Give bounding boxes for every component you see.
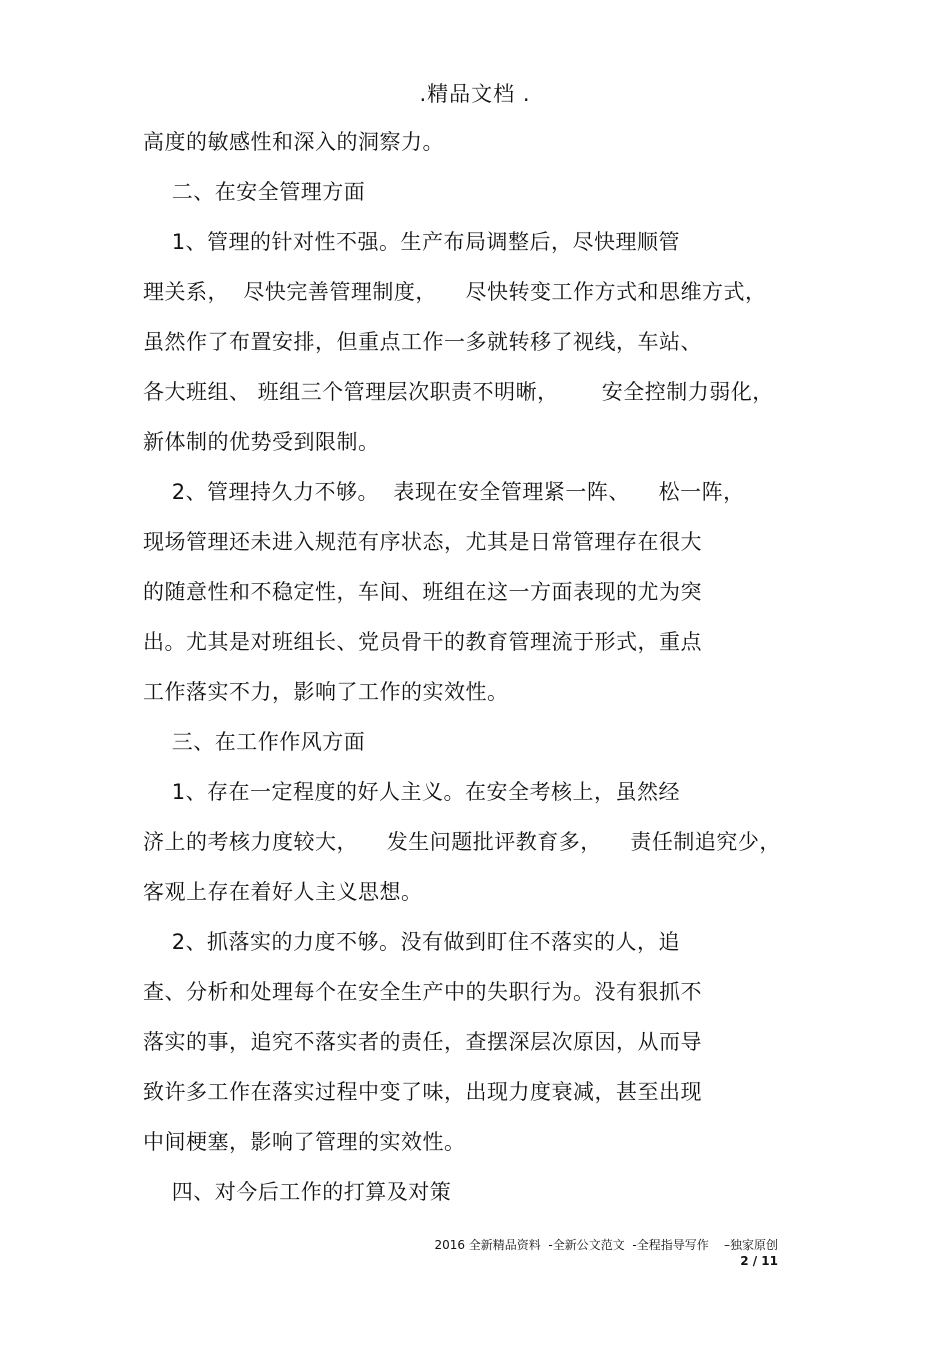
body-line: 客观上存在着好人主义思想。 bbox=[143, 880, 423, 904]
section-heading: 四、对今后工作的打算及对策 bbox=[143, 1180, 452, 1204]
page-number: 2 / 11 bbox=[740, 1254, 778, 1268]
body-line: 2、抓落实的力度不够。没有做到盯住不落实的人，追 bbox=[143, 930, 681, 954]
body-line: 落实的事，追究不落实者的责任，查摆深层次原因，从而导 bbox=[143, 1030, 702, 1054]
body-line: 济上的考核力度较大， 发生问题批评教育多， 责任制追究少， bbox=[143, 830, 781, 854]
body-line: 的随意性和不稳定性，车间、班组在这一方面表现的尤为突 bbox=[143, 580, 702, 604]
body-line: 工作落实不力，影响了工作的实效性。 bbox=[143, 680, 509, 704]
body-line: 各大班组、 班组三个管理层次职责不明晰， 安全控制力弱化， bbox=[143, 380, 774, 404]
body-line: 现场管理还未进入规范有序状态，尤其是日常管理存在很大 bbox=[143, 530, 702, 554]
page-footer-text: 2016 全新精品资料 -全新公文范文 -全程指导写作 –独家原创 bbox=[434, 1238, 778, 1252]
section-heading: 二、在安全管理方面 bbox=[143, 180, 366, 204]
body-line: 1、管理的针对性不强。生产布局调整后，尽快理顺管 bbox=[143, 230, 681, 254]
body-line: 1、存在一定程度的好人主义。在安全考核上，虽然经 bbox=[143, 780, 681, 804]
body-line: 高度的敏感性和深入的洞察力。 bbox=[143, 130, 444, 154]
body-line: 虽然作了布置安排，但重点工作一多就转移了视线，车站、 bbox=[143, 330, 702, 354]
body-line: 理关系， 尽快完善管理制度， 尽快转变工作方式和思维方式， bbox=[143, 280, 767, 304]
body-line: 新体制的优势受到限制。 bbox=[143, 430, 380, 454]
body-line: 中间梗塞，影响了管理的实效性。 bbox=[143, 1130, 466, 1154]
body-line: 查、分析和处理每个在安全生产中的失职行为。没有狠抓不 bbox=[143, 980, 702, 1004]
body-line: 出。尤其是对班组长、党员骨干的教育管理流于形式，重点 bbox=[143, 630, 702, 654]
section-heading: 三、在工作作风方面 bbox=[143, 730, 366, 754]
body-line: 2、管理持久力不够。 表现在安全管理紧一阵、 松一阵， bbox=[143, 480, 745, 504]
body-line: 致许多工作在落实过程中变了味，出现力度衰减，甚至出现 bbox=[143, 1080, 702, 1104]
page-header-title: .精品文档 . bbox=[419, 82, 531, 106]
